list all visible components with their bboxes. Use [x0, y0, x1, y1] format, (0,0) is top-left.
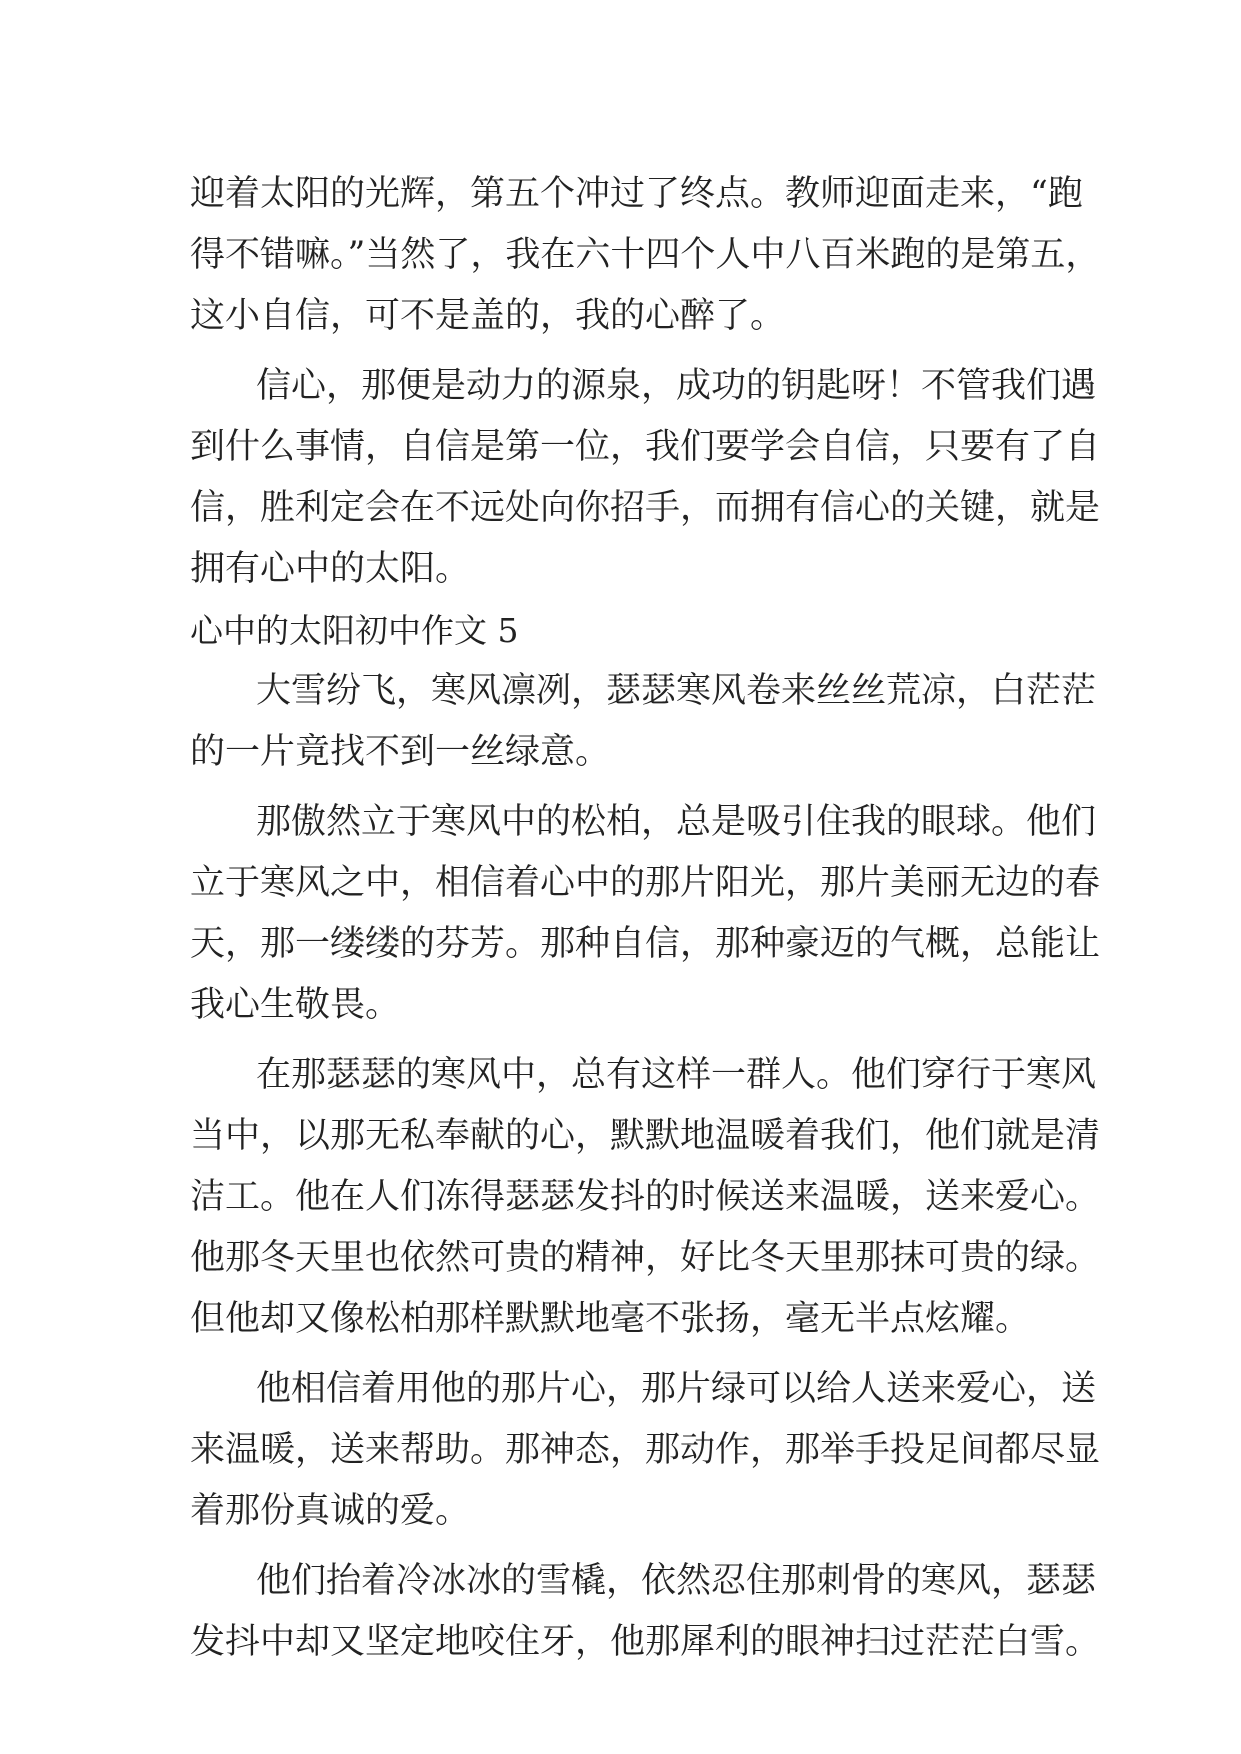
text-line: 拥有心中的太阳。 — [190, 549, 471, 589]
text-line: 他那冬天里也依然可贵的精神，好比冬天里那抹可贵的绿。 — [190, 1238, 1101, 1278]
text-line: 得不错嘛。”当然了，我在六十四个人中八百米跑的是第五， — [190, 235, 1101, 275]
essay-body — [190, 164, 1101, 1673]
text-line: 天，那一缕缕的芬芳。那种自信，那种豪迈的气概，总能让 — [190, 924, 1101, 964]
paragraph-6 — [190, 1359, 1101, 1542]
text-line: 他相信着用他的那片心，那片绿可以给人送来爱心，送 — [256, 1369, 1097, 1409]
text-line: 着那份真诚的爱。 — [190, 1491, 471, 1531]
text-line: 发抖中却又坚定地咬住牙，他那犀利的眼神扫过茫茫白雪。 — [190, 1622, 1101, 1662]
text-line: 但他却又像松柏那样默默地毫不张扬，毫无半点炫耀。 — [190, 1299, 1031, 1339]
paragraph-2 — [190, 356, 1101, 600]
text-line: 立于寒风之中，相信着心中的那片阳光，那片美丽无边的春 — [190, 863, 1101, 903]
text-line: 那傲然立于寒风中的松柏，总是吸引住我的眼球。他们 — [256, 802, 1097, 842]
text-line: 在那瑟瑟的寒风中，总有这样一群人。他们穿行于寒风 — [256, 1055, 1097, 1095]
text-line: 信，胜利定会在不远处向你招手，而拥有信心的关键，就是 — [190, 488, 1101, 528]
text-line: 迎着太阳的光辉，第五个冲过了终点。教师迎面走来，“跑 — [190, 174, 1083, 214]
text-line: 他们抬着冷冰冰的雪橇，依然忍住那刺骨的寒风，瑟瑟 — [256, 1561, 1097, 1601]
text-line: 信心，那便是动力的源泉，成功的钥匙呀！不管我们遇 — [256, 366, 1097, 406]
paragraph-7 — [190, 1551, 1101, 1673]
section-heading — [190, 600, 1070, 661]
text-line: 洁工。他在人们冻得瑟瑟发抖的时候送来温暖，送来爱心。 — [190, 1177, 1101, 1217]
paragraph-4 — [190, 792, 1101, 1036]
paragraph-3 — [190, 661, 1097, 783]
text-line: 的一片竟找不到一丝绿意。 — [190, 732, 611, 772]
heading-text: 心中的太阳初中作文 5 — [190, 611, 519, 650]
text-line: 我心生敬畏。 — [190, 985, 401, 1025]
text-line: 来温暖，送来帮助。那神态，那动作，那举手投足间都尽显 — [190, 1430, 1101, 1470]
text-line: 这小自信，可不是盖的，我的心醉了。 — [190, 296, 786, 336]
paragraph-1 — [190, 164, 1101, 347]
text-line: 到什么事情，自信是第一位，我们要学会自信，只要有了自 — [190, 427, 1101, 467]
paragraph-5 — [190, 1045, 1101, 1350]
text-line: 当中，以那无私奉献的心，默默地温暖着我们，他们就是清 — [190, 1116, 1101, 1156]
text-line: 大雪纷飞，寒风凛冽，瑟瑟寒风卷来丝丝荒凉，白茫茫 — [256, 671, 1097, 711]
